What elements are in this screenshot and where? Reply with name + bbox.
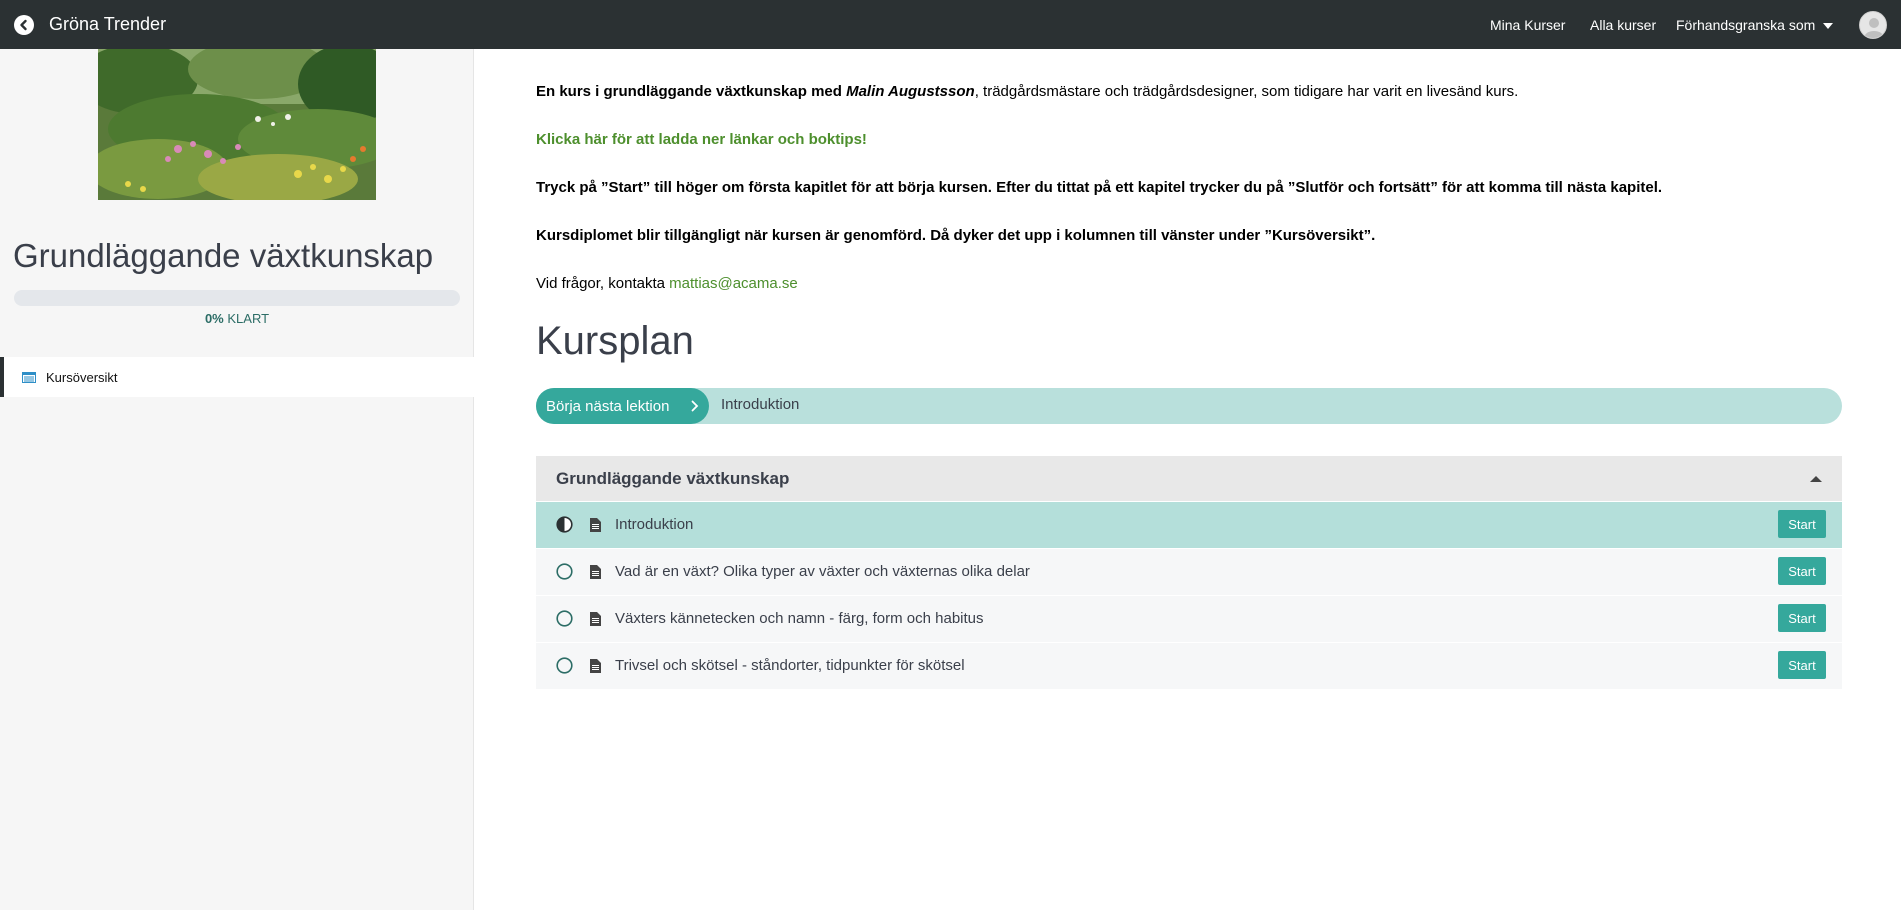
diploma-info-text: Kursdiplomet blir tillgängligt när kursen är genomförd. Då dyker det upp i kolumnen till vänster under ”Kursöversikt”.	[536, 227, 1376, 244]
document-icon	[590, 659, 601, 673]
kursplan-heading: Kursplan	[536, 319, 694, 363]
lesson-row[interactable]	[536, 643, 1842, 689]
course-progress-bar	[14, 290, 460, 306]
course-intro-text	[536, 83, 1518, 100]
half-circle-progress-icon	[556, 516, 573, 533]
empty-circle-icon	[556, 657, 573, 674]
collapse-triangle-icon[interactable]	[1810, 476, 1822, 482]
lesson-title: Trivsel och skötsel - ståndorter, tidpunkter för skötsel	[615, 657, 965, 674]
document-icon	[590, 612, 601, 626]
contact-email-link[interactable]: mattias@acama.se	[669, 275, 798, 292]
lesson-title: Växters kännetecken och namn - färg, form och habitus	[615, 610, 984, 627]
download-links-link[interactable]: Klicka här för att ladda ner länkar och boktips!	[536, 131, 867, 148]
table-icon	[22, 372, 36, 383]
lesson-row[interactable]	[536, 502, 1842, 548]
lesson-start-button[interactable]: Start	[1778, 510, 1826, 538]
next-lesson-title: Introduktion	[721, 396, 800, 413]
section-title: Grundläggande växtkunskap	[556, 468, 790, 488]
intro-author: Malin Augustsson	[846, 83, 975, 100]
intro-part1: En kurs i grundläggande växtkunskap med	[536, 83, 847, 100]
progress-percent: 0%	[204, 311, 224, 326]
contact-text	[536, 275, 798, 292]
preview-as-dropdown[interactable]	[1676, 17, 1833, 33]
document-icon	[590, 565, 601, 579]
course-image	[98, 49, 376, 200]
progress-label	[0, 311, 474, 326]
empty-circle-icon	[556, 610, 573, 627]
section-header[interactable]	[536, 456, 1842, 501]
caret-down-icon	[1823, 23, 1833, 29]
preview-as-label: Förhandsgranska som	[1676, 17, 1816, 33]
lesson-title: Introduktion	[615, 516, 694, 533]
course-section	[536, 456, 1842, 689]
course-title: Grundläggande växtkunskap	[13, 237, 434, 274]
lesson-row[interactable]	[536, 596, 1842, 642]
lesson-start-button[interactable]: Start	[1778, 557, 1826, 585]
start-next-lesson-button[interactable]	[536, 388, 709, 424]
progress-status-word: KLART	[227, 311, 270, 326]
sidebar-item-kursoversikt[interactable]	[0, 357, 474, 397]
lesson-row[interactable]	[536, 549, 1842, 595]
lesson-start-button[interactable]: Start	[1778, 651, 1826, 679]
contact-prefix: Vid frågor, kontakta	[536, 275, 670, 292]
user-avatar[interactable]	[1859, 11, 1887, 39]
intro-part2: , trädgårdsmästare och trädgårdsdesigner, som tidigare har varit en livesänd kurs.	[974, 83, 1519, 100]
top-navbar	[0, 0, 1901, 49]
document-icon	[590, 518, 601, 532]
course-sidebar	[0, 49, 474, 910]
start-instructions-text: Tryck på ”Start” till höger om första kapitlet för att börja kursen. Efter du tittat på ett kapitel trycker du på ”Slutför och fortsätt” för att komma till nästa kapitel.	[536, 179, 1663, 196]
lesson-title: Vad är en växt? Olika typer av växter och växternas olika delar	[615, 563, 1030, 580]
back-arrow-icon[interactable]	[14, 15, 34, 35]
sidebar-item-label: Kursöversikt	[46, 369, 118, 385]
next-lesson-bar	[536, 388, 1842, 424]
empty-circle-icon	[556, 563, 573, 580]
brand-title[interactable]: Gröna Trender	[49, 14, 167, 34]
start-next-lesson-label: Börja nästa lektion	[546, 397, 670, 415]
lesson-start-button[interactable]: Start	[1778, 604, 1826, 632]
nav-alla-kurser[interactable]: Alla kurser	[1590, 17, 1657, 33]
nav-mina-kurser[interactable]: Mina Kurser	[1490, 17, 1566, 33]
chevron-right-icon	[691, 400, 699, 412]
